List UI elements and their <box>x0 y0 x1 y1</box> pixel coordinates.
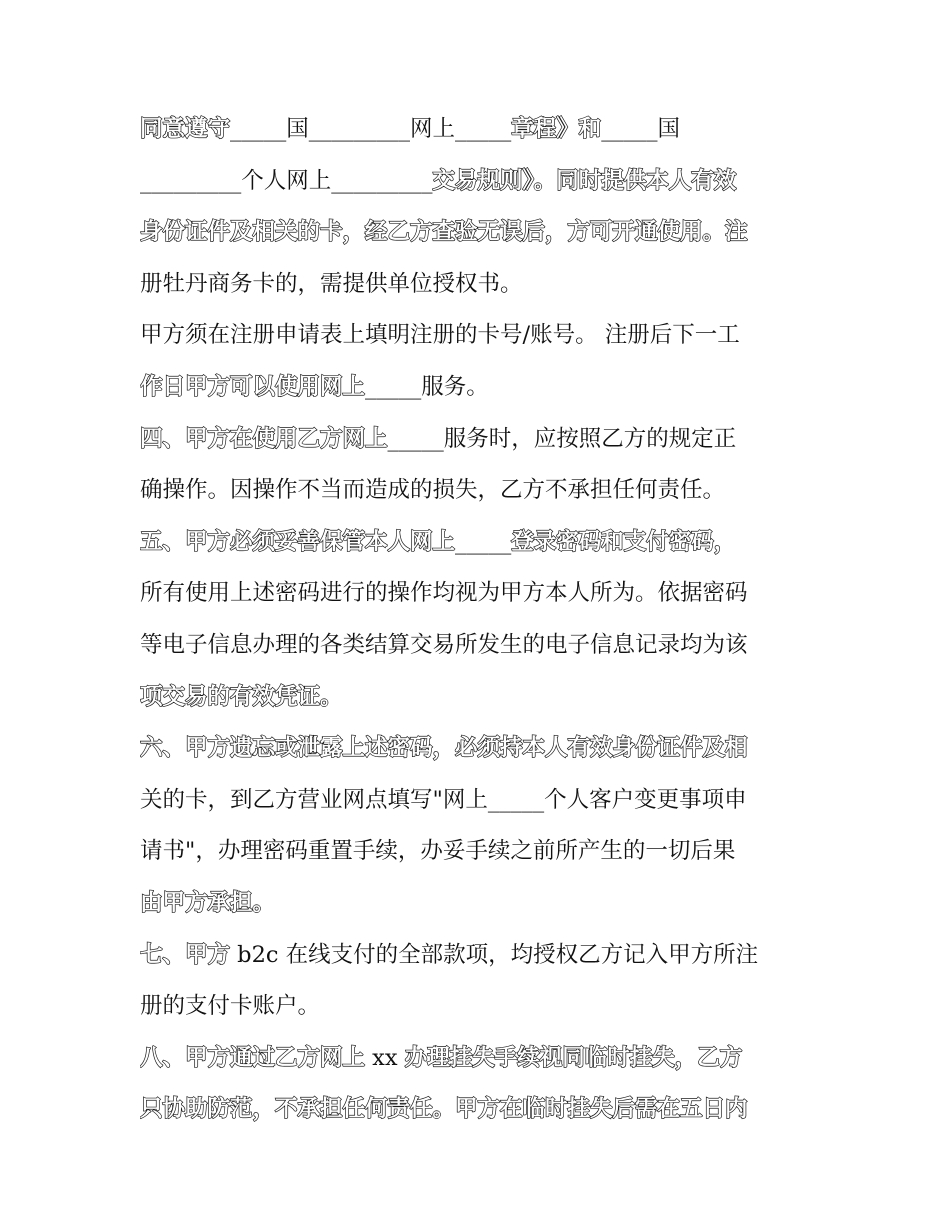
text-line <box>140 414 820 466</box>
text-line <box>140 930 820 982</box>
text-line <box>140 517 820 569</box>
text-segment: xx <box>365 1044 405 1071</box>
text-segment: _________个人网上_________ <box>140 167 433 194</box>
outlined-text-segment: 由甲方承担。 <box>140 889 276 916</box>
text-segment: _____国_________网上_____ <box>230 116 512 142</box>
text-line <box>140 156 820 208</box>
text-line <box>140 1033 820 1085</box>
text-line <box>140 981 820 1033</box>
text-segment: 关的卡，到乙方营业网点填写"网上_____个人客户变更事项申 <box>140 786 747 813</box>
text-segment: 请书"，办理密码重置手续，办妥手续之前所产生的一切后果 <box>140 838 736 865</box>
outlined-text-segment: 同意遵守 <box>140 116 231 142</box>
text-line <box>140 104 820 156</box>
text-segment: _____国 <box>601 116 681 142</box>
outlined-text-segment: 只协助防范，不承担任何责任。甲方在临时挂失后需在五日内 <box>140 1096 748 1123</box>
text-segment: 等电子信息办理的各类结算交易所发生的电子信息记录均为该 <box>140 631 748 658</box>
text-line <box>140 620 820 672</box>
text-line <box>140 1084 820 1136</box>
document-body <box>140 104 820 1136</box>
outlined-text-segment: 六、甲方遗忘或泄露上述密码，必须持本人有效身份证件及相 <box>140 735 748 762</box>
text-line <box>140 362 820 414</box>
text-segment: 册牡丹商务卡的，需提供单位授权书。 <box>140 270 523 297</box>
outlined-text-segment: 八、甲方通过乙方网上 <box>140 1044 366 1071</box>
outlined-text-segment: 登录密码和支付密码， <box>511 528 737 555</box>
text-line <box>140 672 820 724</box>
text-line <box>140 775 820 827</box>
outlined-text-segment: 五、甲方必须妥善保管本人网上 <box>140 528 456 555</box>
outlined-text-segment: 七、甲方 <box>140 941 231 968</box>
text-segment: b2c 在线支付的全部款项，均授权乙方记入甲方所注 <box>230 941 759 968</box>
outlined-text-segment: 交易规则》。同时提供本人有效 <box>432 167 737 194</box>
outlined-text-segment: 章程》和 <box>511 116 602 142</box>
outlined-text-segment: 四、甲方在使用乙方网上 <box>140 425 388 452</box>
text-line <box>140 310 820 362</box>
text-line <box>140 207 820 259</box>
outlined-text-segment: 项交易的有效凭证。 <box>140 683 343 710</box>
text-segment: 确操作。因操作不当而造成的损失，乙方不承担任何责任。 <box>140 477 726 504</box>
text-line <box>140 878 820 930</box>
outlined-text-segment: 作日甲方可以使用网上 <box>140 373 366 400</box>
outlined-text-segment: 办理挂失手续视同临时挂失，乙方 <box>404 1044 743 1071</box>
text-line <box>140 723 820 775</box>
text-segment: _____ <box>455 528 512 555</box>
text-line <box>140 826 820 878</box>
text-segment: 册的支付卡账户。 <box>140 993 321 1020</box>
text-segment: _____服务。 <box>365 373 489 400</box>
text-line <box>140 465 820 517</box>
text-segment: _____服务时，应按照乙方的规定正 <box>387 425 737 452</box>
outlined-text-segment: 身份证件及相关的卡，经乙方查验无误后，方可开通使用。注 <box>140 219 748 246</box>
text-line <box>140 568 820 620</box>
text-line <box>140 259 820 311</box>
text-segment: 所有使用上述密码进行的操作均视为甲方本人所为。依据密码 <box>140 580 748 607</box>
text-segment: 甲方须在注册申请表上填明注册的卡号/账号。 注册后下一工 <box>140 322 740 349</box>
